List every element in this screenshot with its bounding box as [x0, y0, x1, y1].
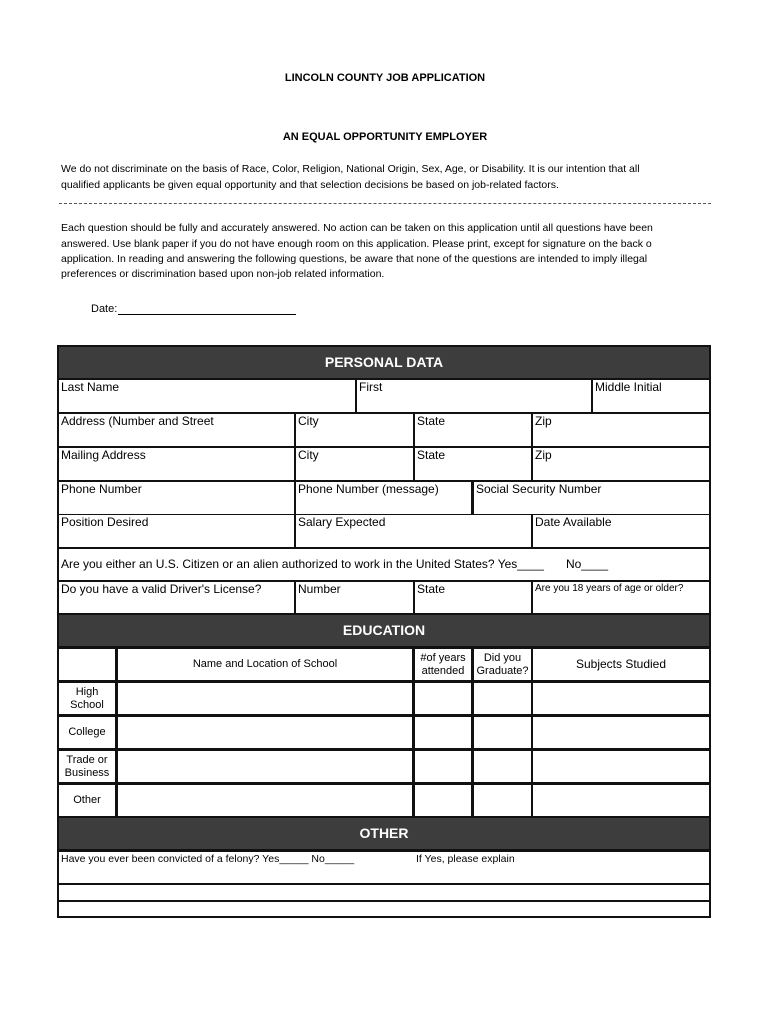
years-field[interactable]: [415, 785, 471, 816]
school-name-field[interactable]: [118, 751, 412, 782]
intro-line: We do not discriminate on the basis of Race, Color, Religion, National Origin, Sex, Age, or Disability. It is our intention that all: [61, 163, 640, 175]
middle-initial-field[interactable]: Middle Initial: [593, 380, 709, 412]
school-name-field[interactable]: [118, 785, 412, 816]
position-desired-field[interactable]: Position Desired: [59, 515, 294, 547]
edu-corner-cell: [59, 649, 115, 680]
explain-line[interactable]: [59, 902, 709, 916]
graduate-header: Did you Graduate?: [474, 649, 531, 680]
years-attended-header: #of years attended: [415, 649, 471, 680]
license-field[interactable]: Do you have a valid Driver's License?: [59, 582, 294, 613]
years-field[interactable]: [415, 717, 471, 748]
age-question-field[interactable]: Are you 18 years of age or older?: [533, 582, 709, 613]
graduated-field[interactable]: [474, 717, 531, 748]
edu-row-label: College: [59, 717, 115, 748]
instruction-line: application. In reading and answering the following questions, be aware that none of the questions are intended to imply illegal: [61, 253, 648, 265]
graduated-field[interactable]: [474, 751, 531, 782]
education-header: EDUCATION: [59, 615, 709, 646]
citizen-no: No____: [565, 557, 609, 571]
mailing-city-field[interactable]: City: [296, 448, 413, 480]
felony-explain-label: If Yes, please explain: [416, 853, 515, 865]
name-location-header: Name and Location of School: [118, 649, 412, 680]
instruction-line: Each question should be fully and accurately answered. No action can be taken on this application until all questions have been: [61, 222, 653, 234]
intro-line: qualified applicants be given equal opportunity and that selection decisions be based on job-related factors.: [61, 179, 559, 191]
instruction-line: preferences or discrimination based upon non-job related information.: [61, 268, 385, 280]
city-field[interactable]: City: [296, 414, 413, 446]
explain-line[interactable]: [59, 885, 709, 900]
school-name-field[interactable]: [118, 683, 412, 714]
date-label: Date:: [91, 303, 118, 315]
subjects-field[interactable]: [533, 785, 709, 816]
school-name-field[interactable]: [118, 717, 412, 748]
subjects-field[interactable]: [533, 751, 709, 782]
other-header: OTHER: [59, 818, 709, 849]
personal-data-header: PERSONAL DATA: [59, 347, 709, 378]
edu-row-label: Trade or Business: [59, 751, 115, 782]
address-field[interactable]: Address (Number and Street: [59, 414, 294, 446]
subjects-field[interactable]: [533, 683, 709, 714]
felony-question[interactable]: [59, 852, 709, 883]
years-field[interactable]: [415, 683, 471, 714]
last-name-field[interactable]: Last Name: [59, 380, 355, 412]
zip-field[interactable]: Zip: [533, 414, 709, 446]
license-number-field[interactable]: Number: [296, 582, 413, 613]
citizen-question[interactable]: [59, 549, 709, 580]
edu-row-label: High School: [59, 683, 115, 714]
ssn-field[interactable]: Social Security Number: [474, 482, 709, 514]
state-field[interactable]: State: [415, 414, 531, 446]
instruction-line: answered. Use blank paper if you do not have enough room on this application. Please print, except for signature on the back o: [61, 238, 652, 250]
date-available-field[interactable]: Date Available: [533, 515, 709, 547]
graduated-field[interactable]: [474, 785, 531, 816]
phone-message-field[interactable]: Phone Number (message): [296, 482, 471, 514]
years-field[interactable]: [415, 751, 471, 782]
salary-expected-field[interactable]: Salary Expected: [296, 515, 531, 547]
subtitle: AN EQUAL OPPORTUNITY EMPLOYER: [282, 131, 488, 143]
citizen-question-text: Are you either an U.S. Citizen or an alien authorized to work in the United States? Yes____: [61, 557, 544, 571]
subjects-header: Subjects Studied: [533, 649, 709, 680]
graduated-field[interactable]: [474, 683, 531, 714]
divider: [59, 203, 711, 204]
license-state-field[interactable]: State: [415, 582, 531, 613]
subjects-field[interactable]: [533, 717, 709, 748]
page-title: LINCOLN COUNTY JOB APPLICATION: [284, 72, 486, 84]
mailing-address-field[interactable]: Mailing Address: [59, 448, 294, 480]
date-field[interactable]: [118, 314, 296, 315]
application-form: [57, 345, 711, 918]
edu-row-label: Other: [59, 785, 115, 816]
first-name-field[interactable]: First: [357, 380, 591, 412]
mailing-zip-field[interactable]: Zip: [533, 448, 709, 480]
mailing-state-field[interactable]: State: [415, 448, 531, 480]
felony-text: Have you ever been convicted of a felony? Yes_____ No_____: [61, 853, 355, 865]
phone-field[interactable]: Phone Number: [59, 482, 294, 514]
